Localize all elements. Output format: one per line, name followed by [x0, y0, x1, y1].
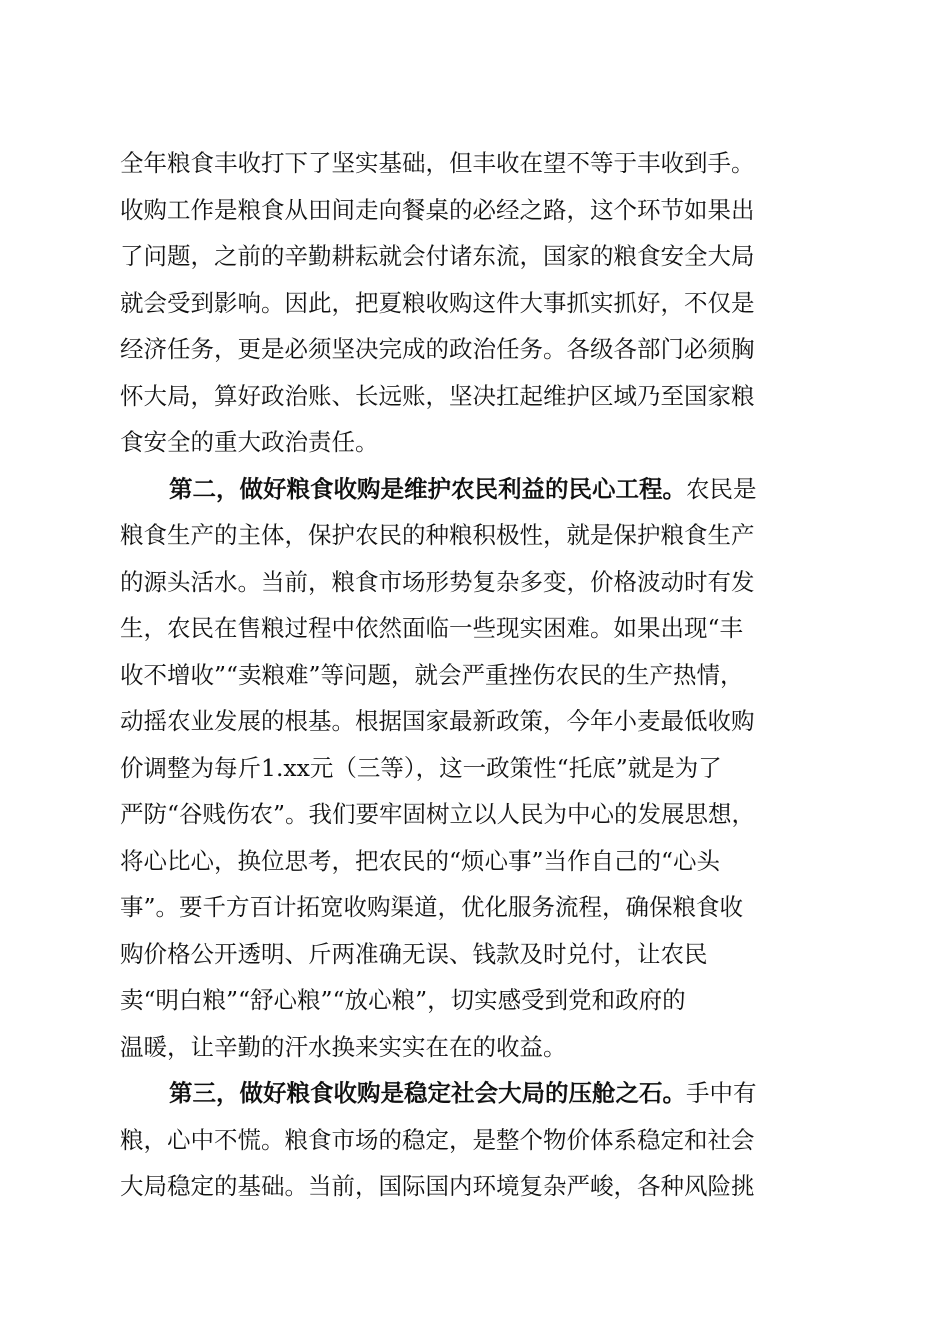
text-line: 卖“明白粮”“舒心粮”“放心粮”，切实感受到党和政府的 — [120, 986, 686, 1014]
text-line: 粮，心中不慌。粮食市场的稳定，是整个物价体系稳定和社会 — [120, 1125, 755, 1154]
text-line: 动摇农业发展的根基。根据国家最新政策，今年小麦最低收购 — [120, 707, 755, 735]
paragraph-heading: 第三，做好粮食收购是稳定社会大局的压舱之石。 — [169, 1079, 686, 1107]
text-line: 将心比心，换位思考，把农民的“烦心事”当作自己的“心头 — [120, 846, 721, 875]
text-line: 就会受到影响。因此，把夏粮收购这件大事抓实抓好，不仅是 — [120, 288, 755, 317]
text-line: 了问题，之前的辛勤耕耘就会付诸东流，国家的粮食安全大局 — [120, 242, 755, 270]
text-line: 温暖，让辛勤的汗水换来实实在在的收益。 — [120, 1032, 567, 1061]
text-line: 生，农民在售粮过程中依然面临一些现实困难。如果出现“丰 — [120, 614, 744, 642]
text-line: 事”。要千方百计拓宽收购渠道，优化服务流程，确保粮食收 — [120, 893, 744, 921]
text-line: 收不增收”“卖粮难”等问题，就会严重挫伤农民的生产热情， — [120, 660, 744, 689]
text-line: 怀大局，算好政治账、长远账，坚决扛起维护区域乃至国家粮 — [120, 381, 755, 410]
text-line: 食安全的重大政治责任。 — [120, 428, 379, 456]
paragraph-heading-line — [120, 466, 832, 513]
text-line: 的源头活水。当前，粮食市场形势复杂多变，价格波动时有发 — [120, 567, 755, 596]
paragraph-heading-line — [120, 1070, 832, 1117]
document-body — [120, 140, 832, 1210]
paragraph-heading: 第二，做好粮食收购是维护农民利益的民心工程。 — [169, 474, 686, 503]
text-line: 价调整为每斤1.xx元（三等），这一政策性“托底”就是为了 — [120, 753, 722, 782]
text-run: 手中有 — [686, 1079, 757, 1107]
text-line: 粮食生产的主体，保护农民的种粮积极性，就是保护粮食生产 — [120, 521, 755, 549]
text-line: 经济任务，更是必须坚决完成的政治任务。各级各部门必须胸 — [120, 335, 755, 363]
text-line: 严防“谷贱伤农”。我们要牢固树立以人民为中心的发展思想， — [120, 800, 756, 828]
text-line: 大局稳定的基础。当前，国际国内环境复杂严峻，各种风险挑 — [120, 1172, 755, 1200]
text-line: 收购工作是粮食从田间走向餐桌的必经之路，这个环节如果出 — [120, 195, 755, 224]
text-line: 全年粮食丰收打下了坚实基础，但丰收在望不等于丰收到手。 — [120, 149, 755, 177]
text-run: 农民是 — [686, 474, 757, 503]
text-line: 购价格公开透明、斤两准确无误、钱款及时兑付，让农民 — [120, 939, 708, 968]
